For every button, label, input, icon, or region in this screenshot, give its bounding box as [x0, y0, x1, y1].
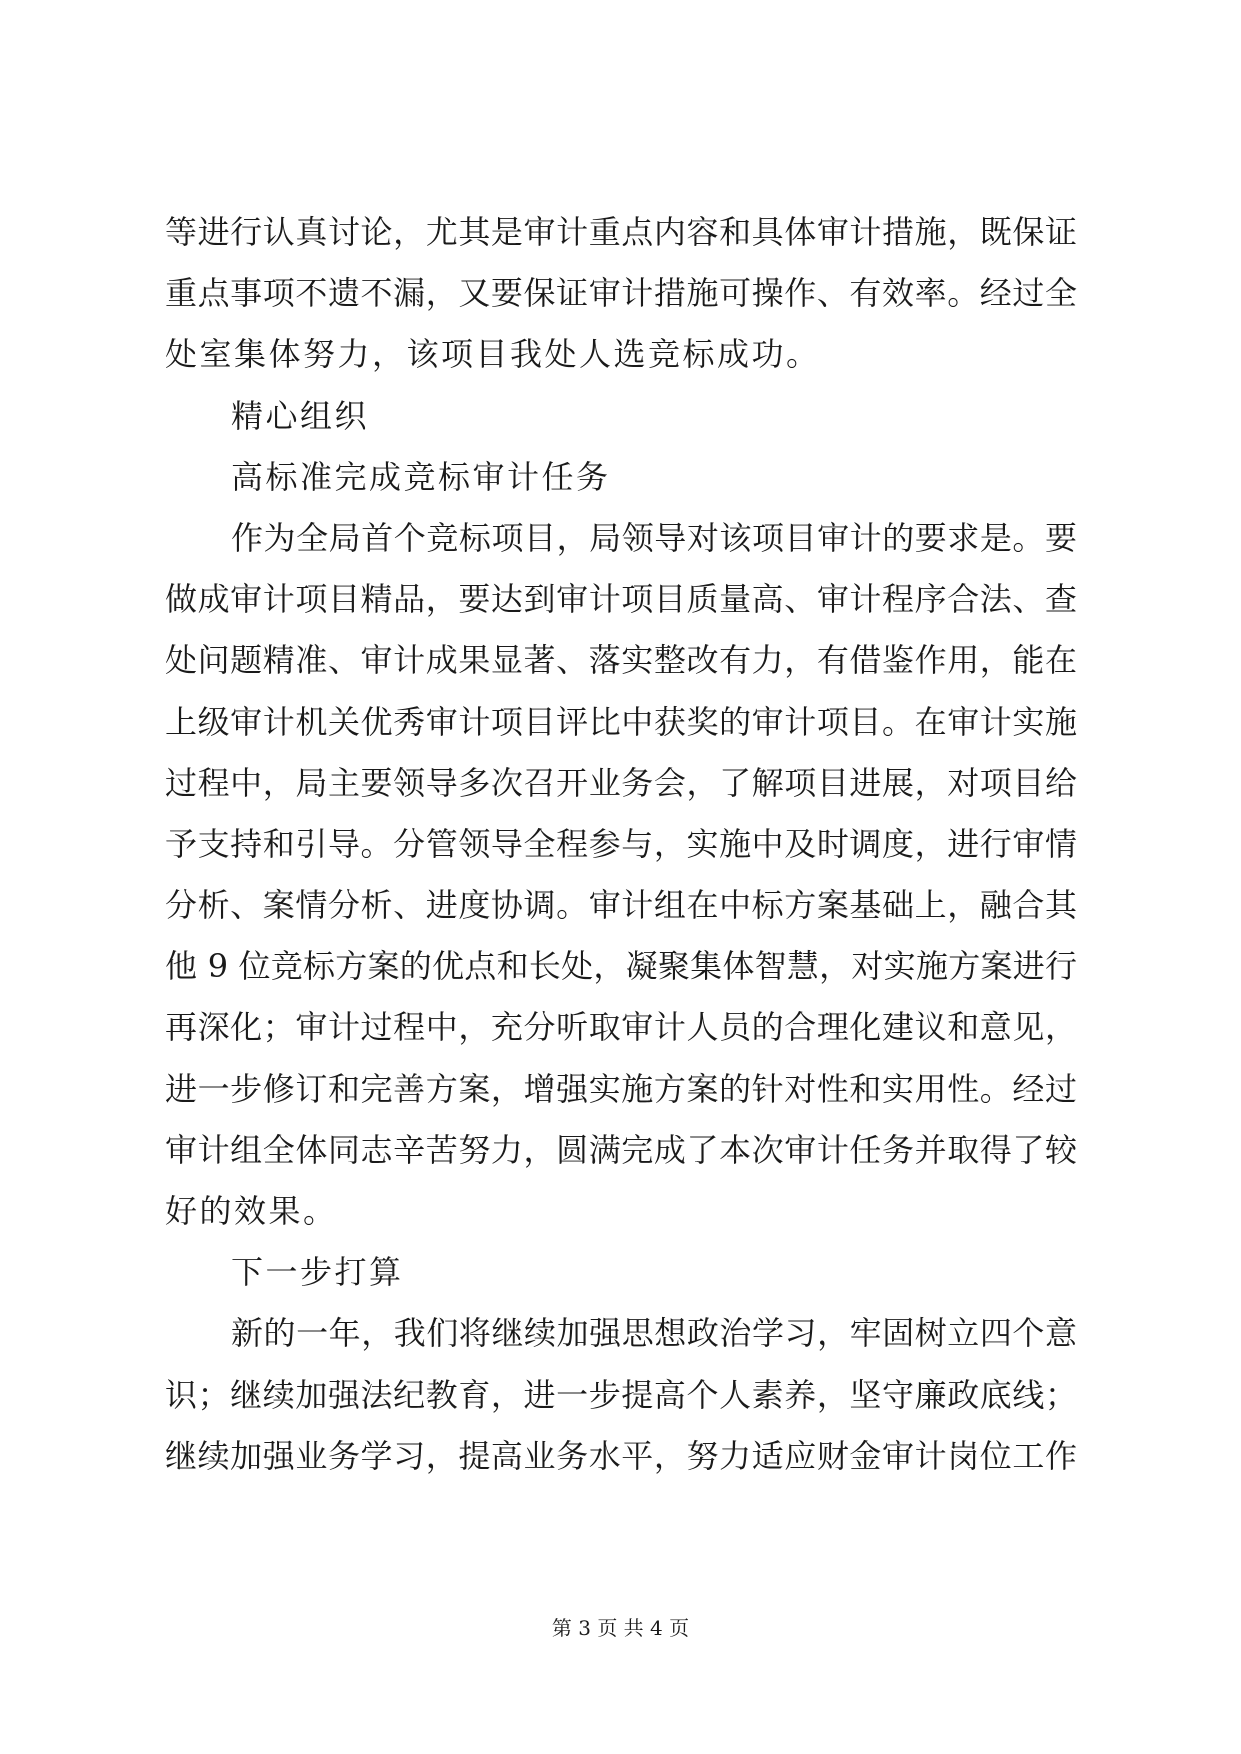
text-line: 作为全局首个竞标项目，局领导对该项目审计的要求是。要 — [231, 518, 1077, 557]
text-line: 他 9 位竞标方案的优点和长处，凝聚集体智慧，对实施方案进行 — [165, 947, 1077, 986]
text-line: 审计组全体同志辛苦努力，圆满完成了本次审计任务并取得了较 — [165, 1130, 1077, 1169]
text-line: 做成审计项目精品，要达到审计项目质量高、审计程序合法、查 — [165, 580, 1077, 619]
text-line: 精心组织 — [231, 396, 370, 435]
text-line: 再深化；审计过程中，充分听取审计人员的合理化建议和意见， — [165, 1008, 1077, 1047]
text-line: 处问题精准、审计成果显著、落实整改有力，有借鉴作用，能在 — [165, 641, 1077, 680]
text-line: 等进行认真讨论，尤其是审计重点内容和具体审计措施，既保证 — [165, 213, 1077, 251]
text-line: 过程中，局主要领导多次召开业务会，了解项目进展，对项目给 — [165, 763, 1077, 802]
text-line: 进一步修订和完善方案，增强实施方案的针对性和实用性。经过 — [165, 1069, 1077, 1108]
text-line: 高标准完成竞标审计任务 — [231, 457, 611, 496]
text-line: 上级审计机关优秀审计项目评比中获奖的审计项目。在审计实施 — [165, 702, 1077, 741]
text-line: 识；继续加强法纪教育，进一步提高个人素养，坚守廉政底线； — [165, 1375, 1077, 1414]
text-line: 处室集体努力，该项目我处人选竞标成功。 — [165, 335, 821, 374]
text-line: 下一步打算 — [231, 1253, 404, 1292]
text-line: 新的一年，我们将继续加强思想政治学习，牢固树立四个意 — [231, 1314, 1077, 1353]
text-line: 继续加强业务学习，提高业务水平，努力适应财金审计岗位工作 — [165, 1436, 1077, 1475]
text-line: 分析、案情分析、进度协调。审计组在中标方案基础上，融合其 — [165, 886, 1077, 925]
document-body — [165, 202, 1077, 1487]
text-line: 好的效果。 — [165, 1192, 338, 1230]
page-footer: 第 3 页 共 4 页 — [551, 1616, 690, 1640]
text-line: 重点事项不遗不漏，又要保证审计措施可操作、有效率。经过全 — [165, 274, 1077, 313]
text-line: 予支持和引导。分管领导全程参与，实施中及时调度，进行审情 — [165, 824, 1077, 863]
